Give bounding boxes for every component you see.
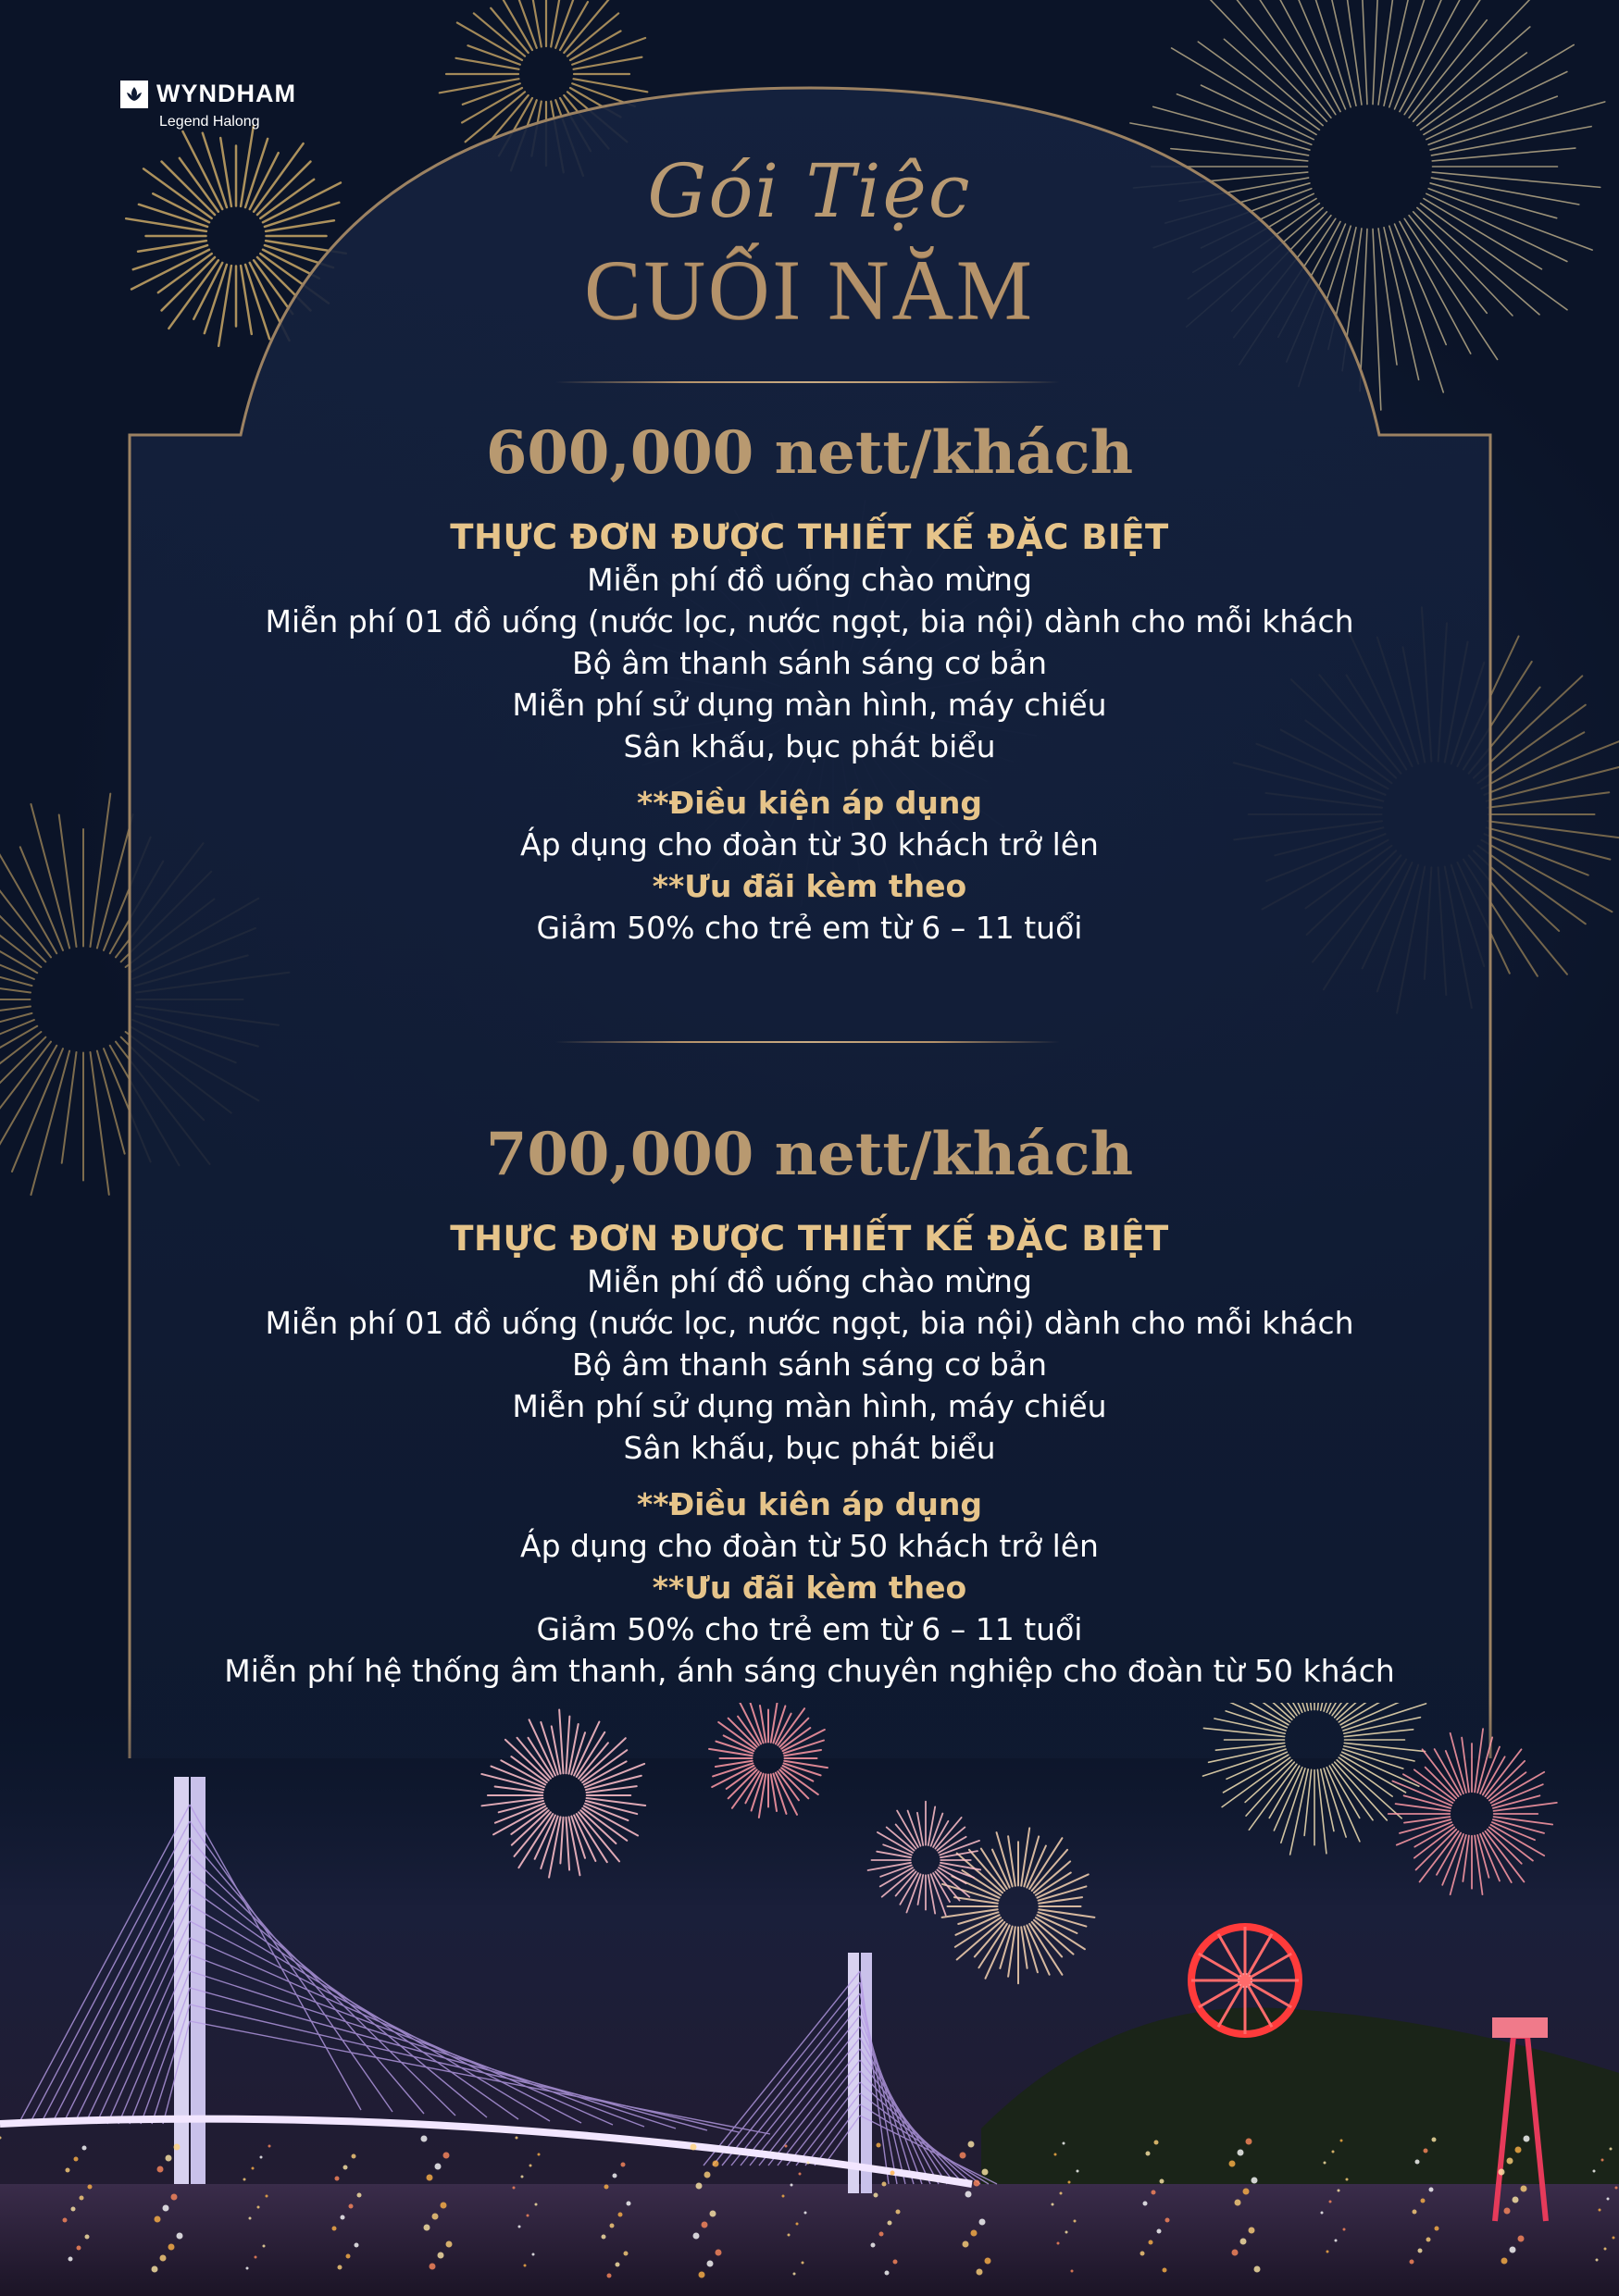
feature-line: Sân khấu, bục phát biểu: [623, 1430, 996, 1466]
condition-line: Áp dụng cho đoàn từ 50 khách trở lên: [520, 1528, 1099, 1564]
feature-line: Bộ âm thanh sánh sáng cơ bản: [572, 645, 1047, 681]
package-600k: [0, 418, 1619, 949]
feature-line: Miễn phí sử dụng màn hình, máy chiếu: [512, 1388, 1107, 1424]
offer-line: Giảm 50% cho trẻ em từ 6 – 11 tuổi: [536, 910, 1083, 946]
offer-title: **Ưu đãi kèm theo: [652, 868, 967, 904]
feature-line: Miễn phí 01 đồ uống (nước lọc, nước ngọt, bia nội) dành cho mỗi khách: [265, 603, 1354, 639]
condition-title: **Điều kiên áp dụng: [636, 1486, 983, 1522]
package-700k: [0, 1120, 1619, 1692]
feature-line: Miễn phí đồ uống chào mừng: [587, 1263, 1032, 1299]
brand-sub: Legend Halong: [159, 114, 260, 130]
divider-middle: [555, 1041, 1060, 1043]
menu-title: THỰC ĐƠN ĐƯỢC THIẾT KẾ ĐẶC BIỆT: [450, 1219, 1169, 1259]
night-city-bridge-scene: [0, 1703, 1619, 2296]
feature-line: Bộ âm thanh sánh sáng cơ bản: [572, 1347, 1047, 1383]
brand-name: WYNDHAM: [156, 80, 296, 107]
offer-title: **Ưu đãi kèm theo: [652, 1570, 967, 1606]
divider-top: [555, 381, 1060, 383]
package-price: 600,000 nett/khách: [485, 418, 1134, 488]
wyndham-logo: [120, 80, 296, 130]
headline-script: Gói Tiệc: [647, 148, 972, 234]
offer-line: Giảm 50% cho trẻ em từ 6 – 11 tuổi: [536, 1611, 1083, 1647]
offer-line: Miễn phí hệ thống âm thanh, ánh sáng chuyên nghiệp cho đoàn từ 50 khách: [224, 1653, 1395, 1689]
headline-main: CUỐI NĂM: [584, 242, 1035, 337]
feature-line: Miễn phí sử dụng màn hình, máy chiếu: [512, 687, 1107, 723]
condition-line: Áp dụng cho đoàn từ 30 khách trở lên: [520, 826, 1099, 863]
feature-line: Miễn phí đồ uống chào mừng: [587, 562, 1032, 598]
package-price: 700,000 nett/khách: [485, 1120, 1134, 1189]
feature-line: Miễn phí 01 đồ uống (nước lọc, nước ngọt, bia nội) dành cho mỗi khách: [265, 1305, 1354, 1341]
feature-line: Sân khấu, bục phát biểu: [623, 728, 996, 764]
menu-title: THỰC ĐƠN ĐƯỢC THIẾT KẾ ĐẶC BIỆT: [450, 517, 1169, 557]
wyndham-flower-icon: [120, 81, 148, 108]
condition-title: **Điều kiện áp dụng: [636, 785, 983, 821]
